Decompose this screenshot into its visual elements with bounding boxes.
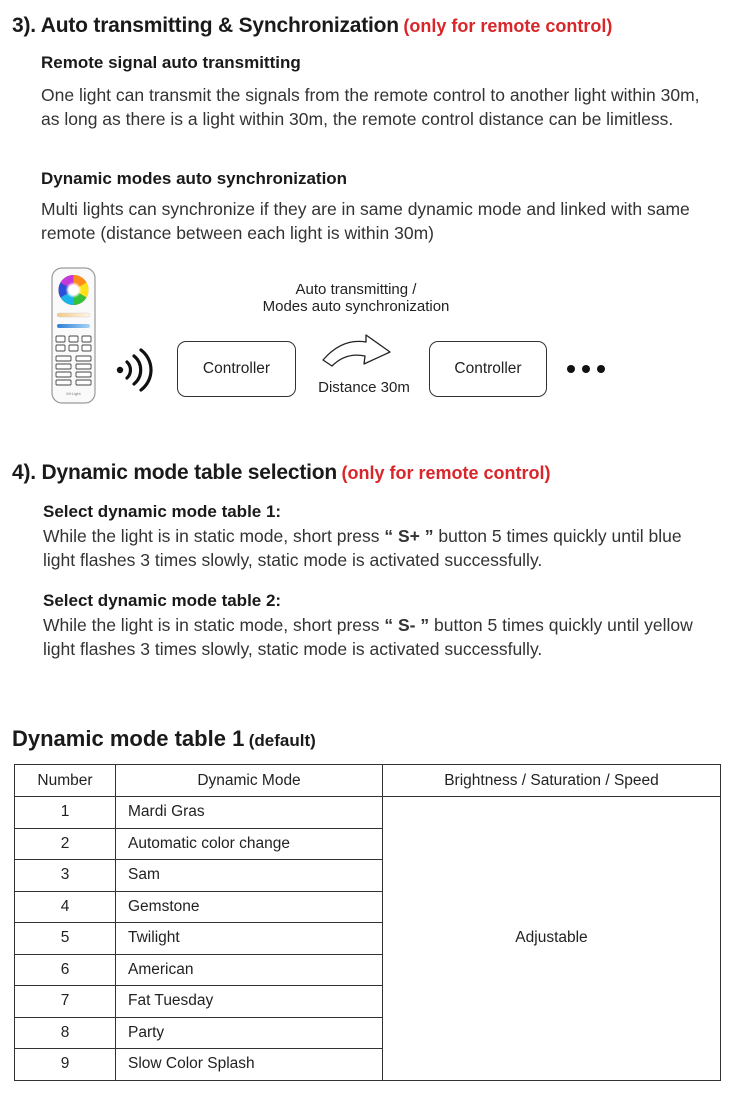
- section4-title: 4). Dynamic mode table selection: [12, 461, 338, 484]
- controller-label-1: Controller: [202, 360, 271, 377]
- row-mode: Fat Tuesday: [116, 986, 383, 1018]
- header-dynamic-mode: Dynamic Mode: [116, 765, 383, 797]
- remote-control-icon: [51, 267, 96, 404]
- mode-table-title: Dynamic mode table 1: [12, 726, 245, 751]
- controller-label-2: Controller: [454, 360, 522, 377]
- row-mode: Gemstone: [116, 891, 383, 923]
- remote-transmit-title: Remote signal auto transmitting: [41, 53, 301, 72]
- row-number: 4: [15, 891, 116, 923]
- row-number: 6: [15, 954, 116, 986]
- row-number: 9: [15, 1049, 116, 1081]
- row-number: 8: [15, 1017, 116, 1049]
- section3-title: 3). Auto transmitting & Synchronization: [12, 14, 399, 37]
- row-mode: Twilight: [116, 923, 383, 955]
- s-plus-button-label: “ S+ ”: [384, 526, 434, 546]
- row-mode: Party: [116, 1017, 383, 1049]
- row-number: 2: [15, 828, 116, 860]
- diagram-caption-line1: Auto transmitting /: [295, 281, 417, 298]
- row-number: 5: [15, 923, 116, 955]
- controller-box-1: [177, 341, 296, 397]
- select-table1-title: Select dynamic mode table 1:: [43, 502, 282, 521]
- row-number: 1: [15, 797, 116, 829]
- row-number: 7: [15, 986, 116, 1018]
- row-mode: Slow Color Splash: [116, 1049, 383, 1081]
- table-header-row: [15, 765, 721, 797]
- header-brightness: Brightness / Saturation / Speed: [383, 765, 721, 797]
- mode-table-note: (default): [248, 731, 316, 750]
- diagram-caption: [240, 281, 472, 315]
- controller-box-2: [429, 341, 547, 397]
- select-table2-title: Select dynamic mode table 2:: [43, 591, 282, 610]
- s-minus-button-label: “ S- ”: [384, 615, 430, 635]
- section3-note: (only for remote control): [403, 16, 613, 36]
- modes-sync-title: Dynamic modes auto synchronization: [41, 169, 348, 188]
- table-row: [15, 797, 721, 829]
- remote-brand: Mi·Light: [66, 391, 81, 396]
- row-mode: Sam: [116, 860, 383, 892]
- section3-heading: [12, 14, 612, 38]
- more-dots-icon: [567, 365, 605, 373]
- mode-table-heading: [12, 726, 316, 752]
- remote-transmit-text: One light can transmit the signals from the remote control to another light within 30m, as long as there is a light within 30m, the remote control distance can be limitless.: [41, 85, 700, 129]
- header-number: Number: [15, 765, 116, 797]
- row-mode: American: [116, 954, 383, 986]
- diagram-caption-line2: Modes auto synchronization: [262, 298, 450, 315]
- row-number: 3: [15, 860, 116, 892]
- dynamic-mode-table: [14, 764, 721, 1081]
- select-table1-text: While the light is in static mode, short press “ S+ ” button 5 times quickly until blue light flashes 3 times slowly, static mode is activated successfully.: [43, 526, 682, 570]
- row-mode: Mardi Gras: [116, 797, 383, 829]
- section4-note: (only for remote control): [341, 463, 551, 483]
- adjustable-cell: Adjustable: [383, 797, 721, 1081]
- select-table2-text: While the light is in static mode, short press “ S- ” button 5 times quickly until yellow light flashes 3 times slowly, static mode is activated successfully.: [43, 615, 693, 659]
- curved-arrow-icon: [320, 330, 396, 372]
- section4-heading: [12, 461, 551, 485]
- distance-label: Distance 30m: [318, 379, 410, 396]
- modes-sync-text: Multi lights can synchronize if they are in same dynamic mode and linked with same remote (distance between each light is within 30m): [41, 199, 690, 243]
- row-mode: Automatic color change: [116, 828, 383, 860]
- wireless-signal-icon: [114, 348, 158, 392]
